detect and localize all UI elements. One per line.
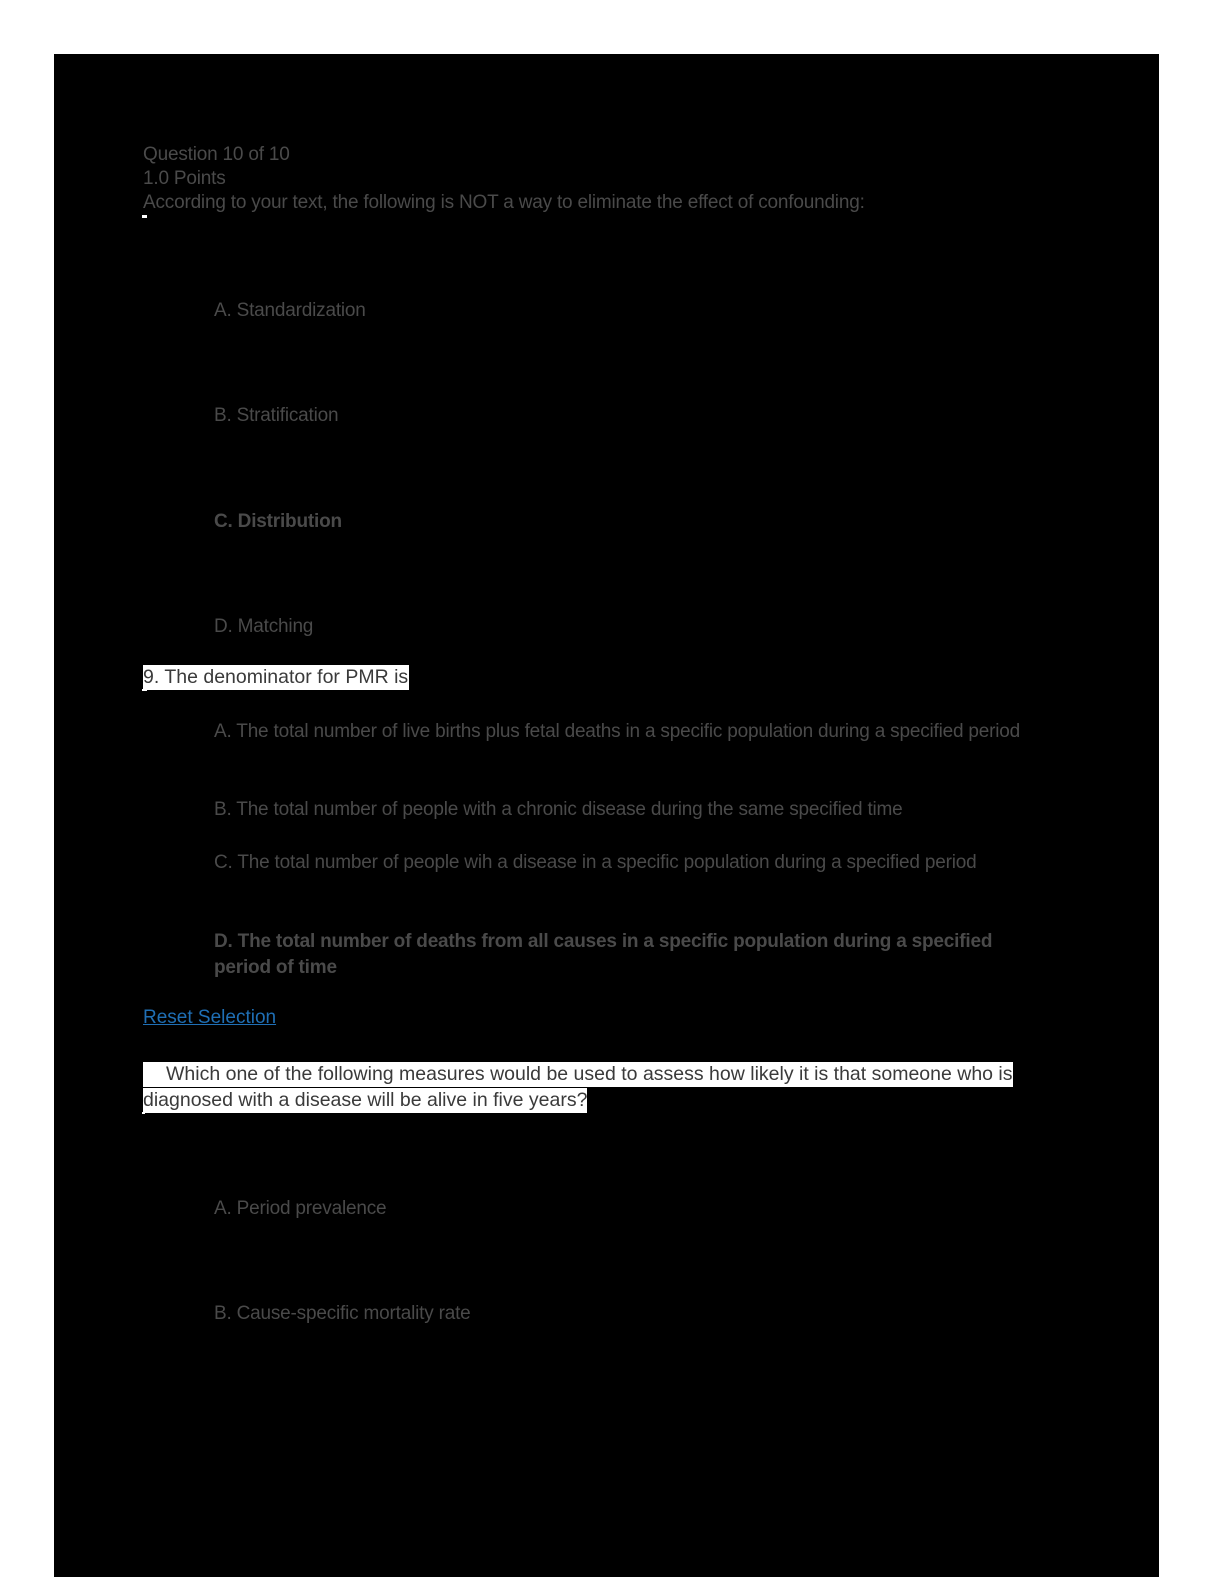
- question-9-prompt: 9. The denominator for PMR is: [143, 666, 409, 688]
- q10-option-a[interactable]: A. Standardization: [214, 300, 366, 321]
- question-10-prompt: According to your text, the following is NOT a way to eliminate the effect of confounding:: [143, 192, 865, 213]
- document-page: [54, 54, 1159, 1577]
- text-cursor-marker: [142, 1112, 145, 1114]
- text-cursor-marker: [142, 215, 147, 218]
- question-counter: Question 10 of 10: [143, 144, 290, 165]
- q9-option-c[interactable]: C. The total number of people wih a disease in a specific population during a specified period: [214, 852, 977, 873]
- survival-question-prompt-line1: Which one of the following measures would be used to assess how likely it is that someone who is: [143, 1062, 1013, 1087]
- reset-selection-link[interactable]: Reset Selection: [143, 1007, 277, 1028]
- survival-option-a[interactable]: A. Period prevalence: [214, 1198, 387, 1219]
- survival-question-prompt-line2: diagnosed with a disease will be alive in five years?: [143, 1089, 588, 1111]
- q9-option-b[interactable]: B. The total number of people with a chronic disease during the same specified time: [214, 799, 903, 820]
- q10-option-d[interactable]: D. Matching: [214, 616, 314, 637]
- q9-option-d-selected[interactable]: D. The total number of deaths from all causes in a specific population during a specified period of time: [214, 931, 993, 978]
- q10-option-b[interactable]: B. Stratification: [214, 405, 339, 426]
- question-points: 1.0 Points: [143, 168, 226, 189]
- q10-option-c-selected[interactable]: C. Distribution: [214, 511, 342, 532]
- text-cursor-marker: [142, 689, 147, 691]
- survival-option-b[interactable]: B. Cause-specific mortality rate: [214, 1303, 471, 1324]
- q9-option-a[interactable]: A. The total number of live births plus fetal deaths in a specific population during a specified period: [214, 721, 1021, 742]
